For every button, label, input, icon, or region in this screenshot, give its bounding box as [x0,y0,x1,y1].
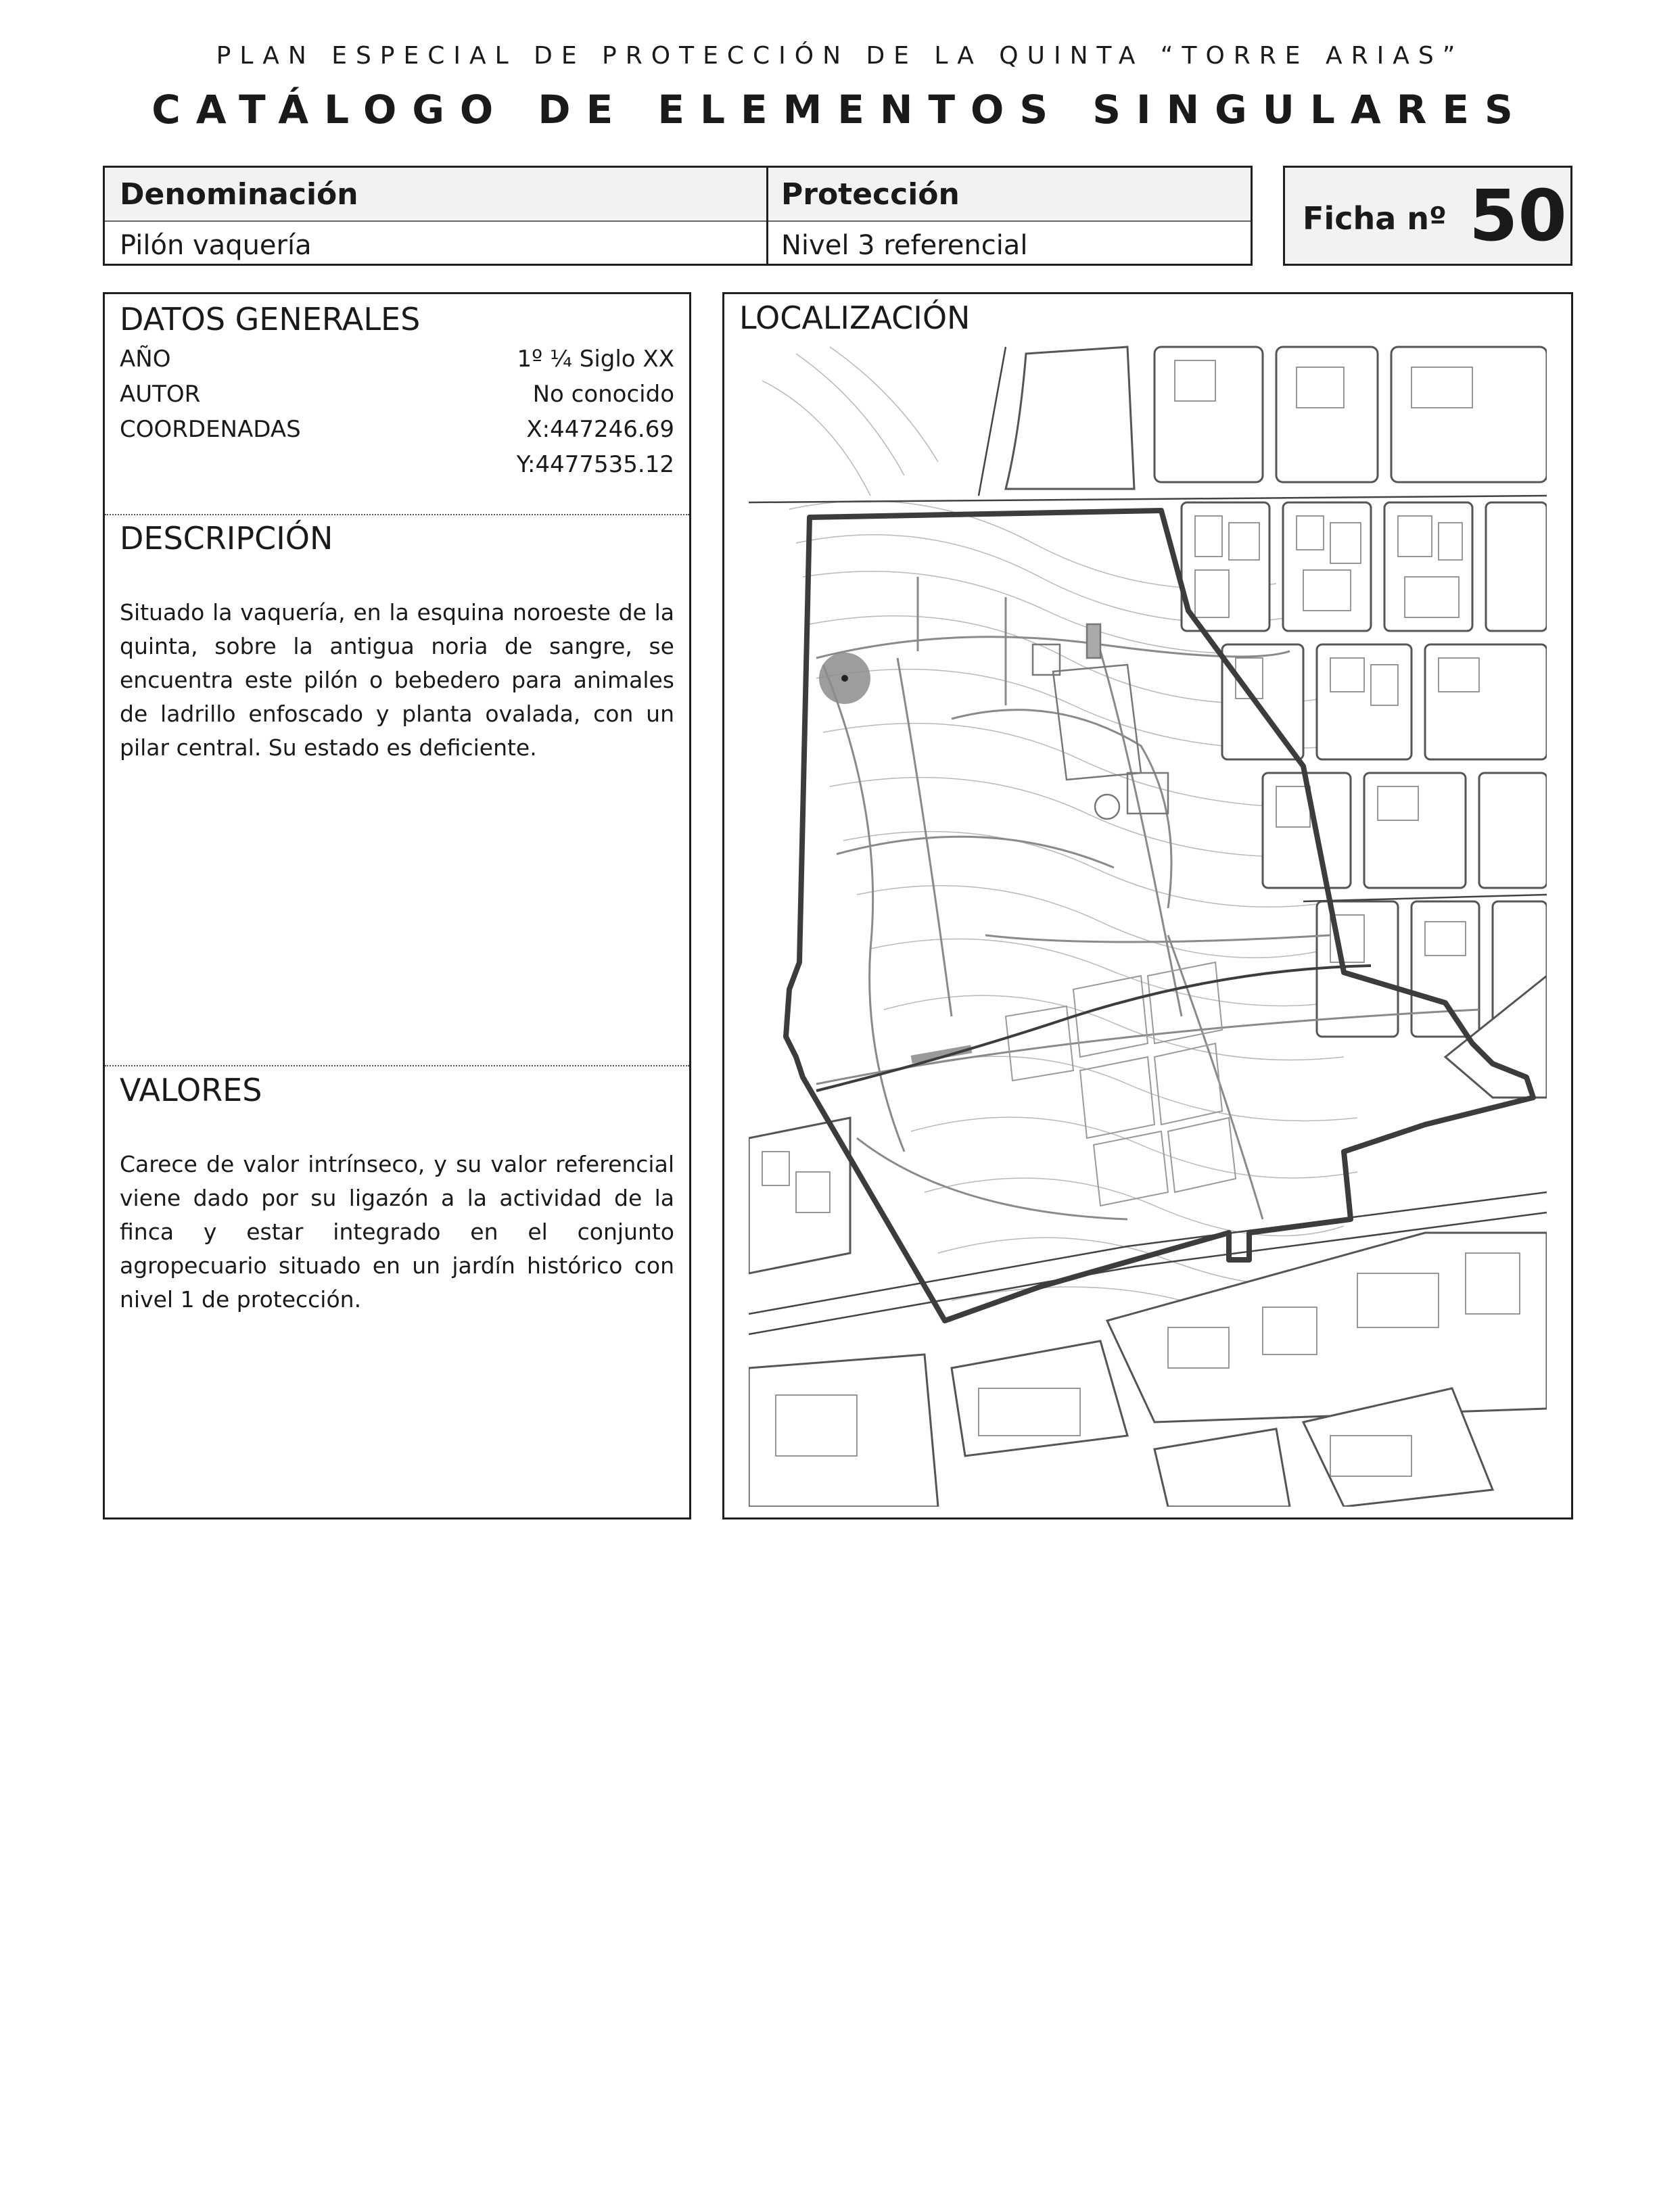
ficha-box [1283,166,1572,266]
proteccion-value: Nivel 3 referencial [781,230,1028,261]
header-divider-vertical [766,168,768,264]
ficha-label: Ficha nº [1303,200,1447,237]
element-location-marker [819,653,870,704]
right-panel [722,292,1573,1519]
anio-value: 1º ¼ Siglo XX [517,346,674,373]
left-panel [103,292,691,1519]
coordenadas-label: COORDENADAS [120,416,301,443]
section-divider [105,514,689,515]
anio-label: AÑO [120,346,171,373]
denominacion-label: Denominación [120,177,358,212]
datos-generales-title: DATOS GENERALES [120,301,421,337]
descripcion-text: Situado la vaquería, en la esquina noroeste de la quinta, sobre la antigua noria de sangre, se encuentra este pilón o bebedero para animales de ladrillo enfoscado y planta ovalada, con un pilar central. Su estado es deficiente. [120,599,674,761]
location-map [749,340,1547,1507]
coordinate-x-value: X:447246.69 [526,416,674,443]
catalog-heading: CATÁLOGO DE ELEMENTOS SINGULARES [151,87,1529,133]
ficha-number: 50 [1469,174,1567,257]
autor-label: AUTOR [120,381,201,408]
proteccion-label: Protección [781,177,960,212]
coordinate-y-value: Y:4477535.12 [516,451,674,478]
localizacion-title: LOCALIZACIÓN [739,300,971,336]
autor-value: No conocido [532,381,674,408]
header-divider-horizontal [105,220,1251,222]
valores-text: Carece de valor intrínseco, y su valor referencial viene dado por su ligazón a la actividad de la finca y estar integrado en el conjunto agropecuario situado en un jardín histórico con nivel 1 de protección. [120,1151,674,1313]
section-divider [105,1065,689,1066]
descripcion-title: DESCRIPCIÓN [120,520,333,557]
document-title: PLAN ESPECIAL DE PROTECCIÓN DE LA QUINTA “TORRE ARIAS” [216,42,1464,70]
valores-title: VALORES [120,1072,262,1108]
denominacion-value: Pilón vaquería [120,230,312,261]
header-box [103,166,1253,266]
